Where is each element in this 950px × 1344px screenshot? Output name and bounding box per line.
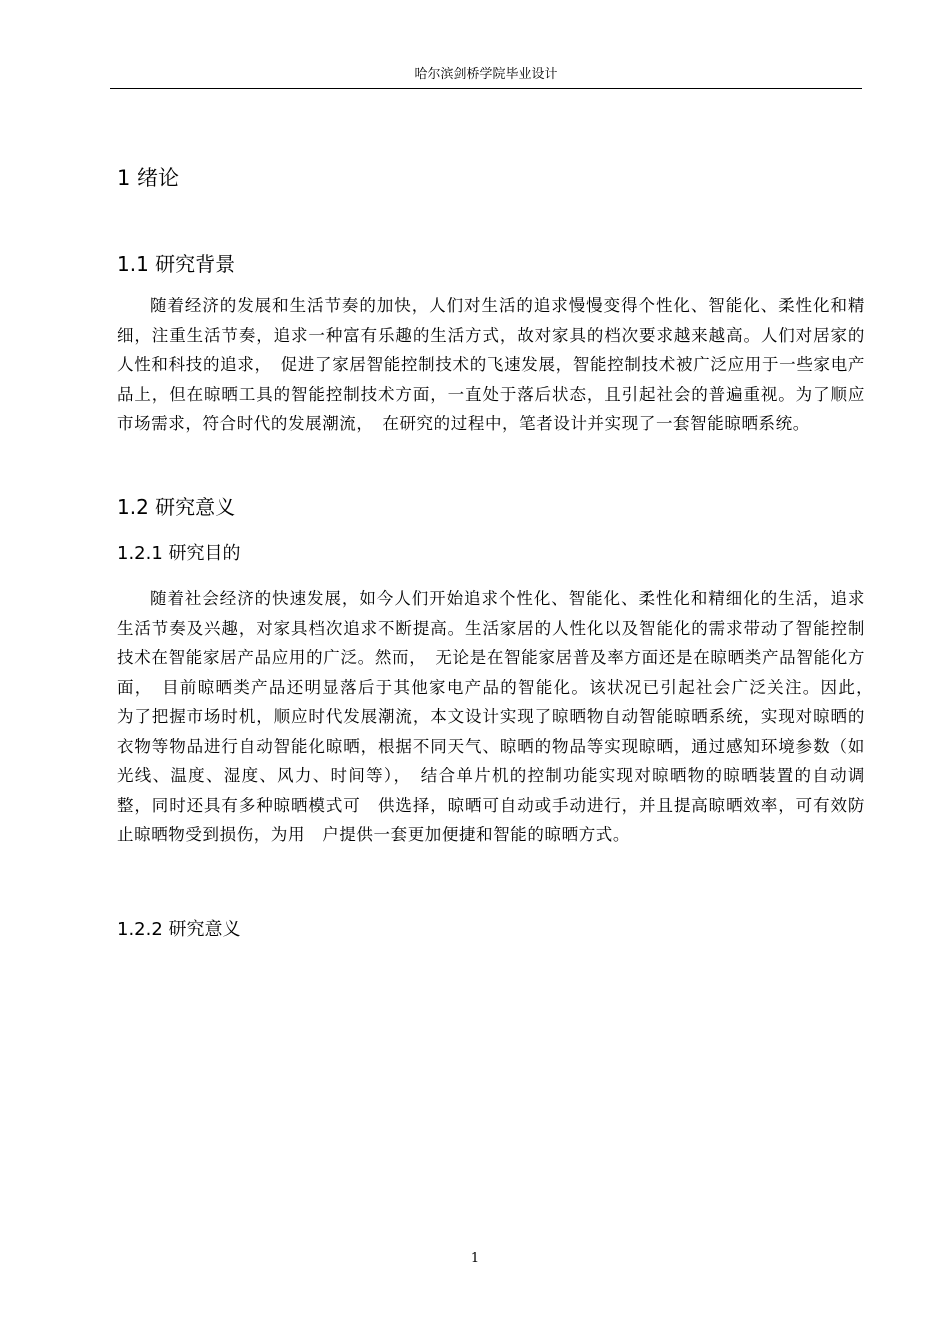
section-heading-background: 1.1 研究背景 <box>117 252 236 276</box>
subsection-heading-purpose: 1.2.1 研究目的 <box>117 543 241 564</box>
paragraph-purpose: 随着社会经济的快速发展，如今人们开始追求个性化、智能化、柔性化和精细化的生活，追求生活节奏及兴趣，对家具档次追求不断提高。生活家居的人性化以及智能化的需求带动了智能控制技术在智能家居产品应用的广泛。然而， 无论是在智能家居普及率方面还是在晾晒类产品智能化方面， 目前晾晒类产品还明显落后于其他家电产品的智能化。该状况已引起社会广泛关注。因此， 为了把握市场时机，顺应时代发展潮流，本文设计实现了晾晒物自动智能晾晒系统，实现对晾晒的衣物等物品进行自动智能化晾晒，根据不同天气、晾晒的物品等实现晾晒，通过感知环境参数（如光线、温度、湿度、风力、时间等）， 结合单片机的控制功能实现对晾晒物的晾晒装置的自动调整，同时还具有多种晾晒模式可 供选择，晾晒可自动或手动进行，并且提高晾晒效率，可有效防止晾晒物受到损伤，为用 户提供一套更加便捷和智能的晾晒方式。 <box>117 589 883 844</box>
chapter-title: 1 绪论 <box>117 166 180 190</box>
section-heading-significance: 1.2 研究意义 <box>117 495 236 519</box>
page-number: 1 <box>470 1251 480 1266</box>
subsection-heading-meaning: 1.2.2 研究意义 <box>117 919 241 940</box>
running-header: 哈尔滨剑桥学院毕业设计 <box>110 66 862 89</box>
paragraph-background: 随着经济的发展和生活节奏的加快，人们对生活的追求慢慢变得个性化、智能化、柔性化和精细，注重生活节奏，追求一种富有乐趣的生活方式，故对家具的档次要求越来越高。人们对居家的人性和科技的追求， 促进了家居智能控制技术的飞速发展，智能控制技术被广泛应用于一些家电产品上，但在晾晒工具的智能控制技术方面，一直处于落后状态，且引起社会的普遍重视。为了顺应市场需求，符合时代的发展潮流， 在研究的过程中，笔者设计并实现了一套智能晾晒系统。 <box>117 296 865 433</box>
